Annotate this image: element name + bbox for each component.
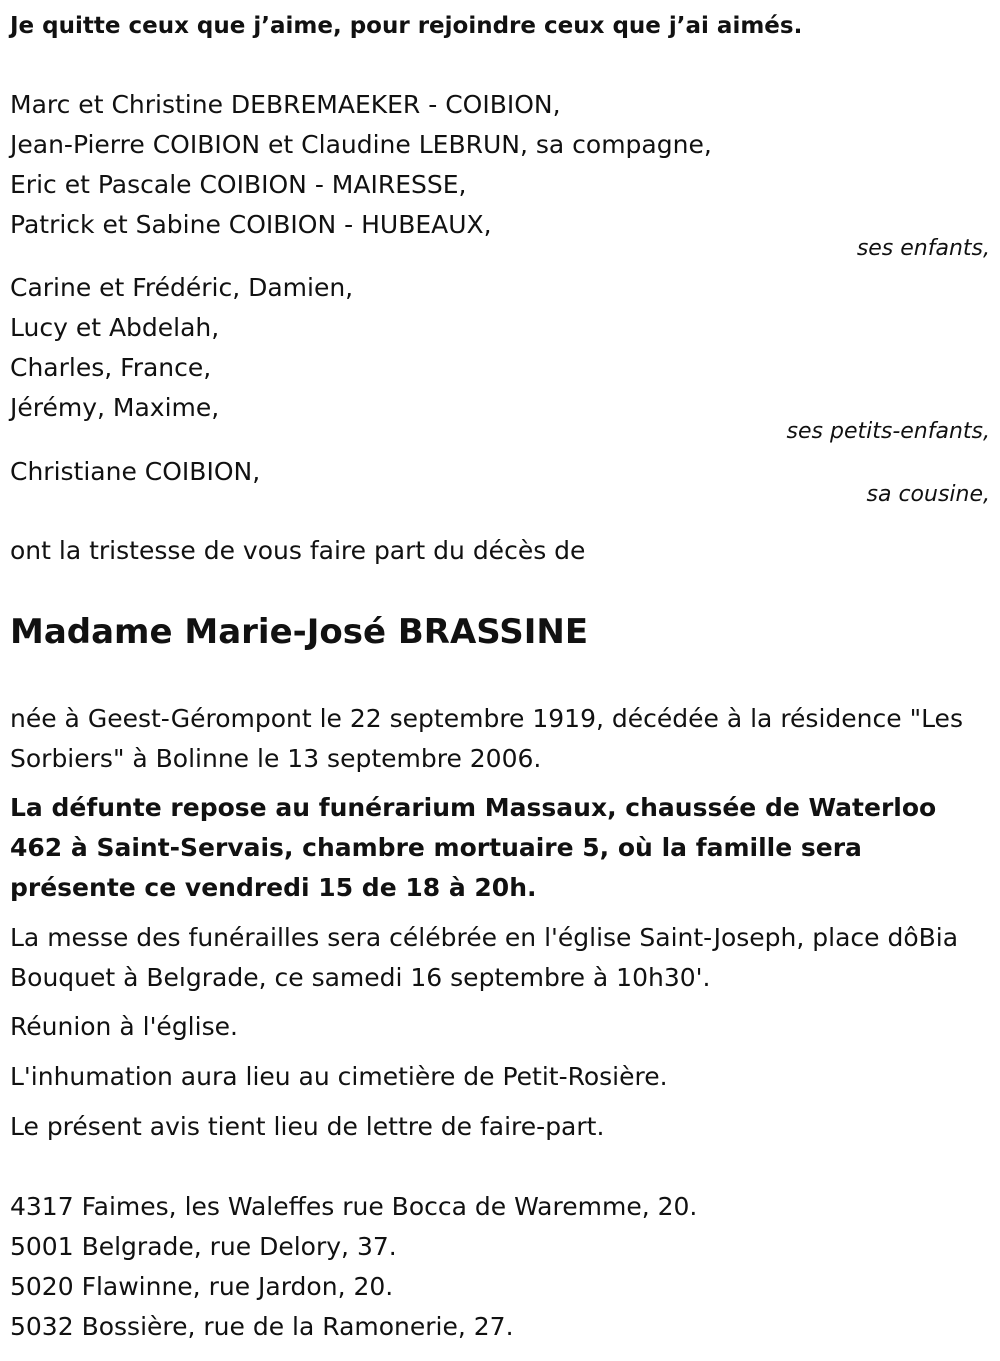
grandchildren-role-label: ses petits-enfants, [786,419,990,444]
burial-paragraph: L'inhumation aura lieu au cimetière de Petit-Rosière. [10,1062,668,1091]
cousin-line: Christiane COIBION, [10,457,261,486]
child-line: Marc et Christine DEBREMAEKER - COIBION, [10,90,561,119]
child-line: Eric et Pascale COIBION - MAIRESSE, [10,170,467,199]
notice-paragraph: Le présent avis tient lieu de lettre de faire-part. [10,1112,605,1141]
announcement-text: ont la tristesse de vous faire part du décès de [10,536,586,565]
grandchild-line: Jérémy, Maxime, [10,393,220,422]
epitaph-quote: Je quitte ceux que j’aime, pour rejoindre ceux que j’ai aimés. [10,13,803,39]
obituary-notice [10,0,990,1361]
address-line: 5020 Flawinne, rue Jardon, 20. [10,1272,394,1301]
address-line: 5032 Bossière, rue de la Ramonerie, 27. [10,1312,514,1341]
grandchild-line: Carine et Frédéric, Damien, [10,273,354,302]
children-role-label: ses enfants, [856,236,990,261]
grandchild-line: Charles, France, [10,353,212,382]
meeting-paragraph: Réunion à l'église. [10,1012,238,1041]
funerarium-paragraph: La défunte repose au funérarium Massaux, chaussée de Waterloo 462 à Saint-Servais, chambre mortuaire 5, où la famille sera présente ce vendredi 15 de 18 à 20h. [10,793,937,902]
address-line: 4317 Faimes, les Waleffes rue Bocca de Waremme, 20. [10,1192,698,1221]
birth-death-paragraph: née à Geest-Gérompont le 22 septembre 1919, décédée à la résidence "Les Sorbiers" à Bolinne le 13 septembre 2006. [10,704,963,773]
deceased-name: Madame Marie-José BRASSINE [10,612,589,652]
grandchild-line: Lucy et Abdelah, [10,313,220,342]
child-line: Jean-Pierre COIBION et Claudine LEBRUN, sa compagne, [10,130,712,159]
cousin-role-label: sa cousine, [866,482,990,507]
mass-paragraph: La messe des funérailles sera célébrée en l'église Saint-Joseph, place dôBia Bouquet à Belgrade, ce samedi 16 septembre à 10h30'. [10,923,959,992]
child-line: Patrick et Sabine COIBION - HUBEAUX, [10,210,492,239]
address-line: 5001 Belgrade, rue Delory, 37. [10,1232,397,1261]
